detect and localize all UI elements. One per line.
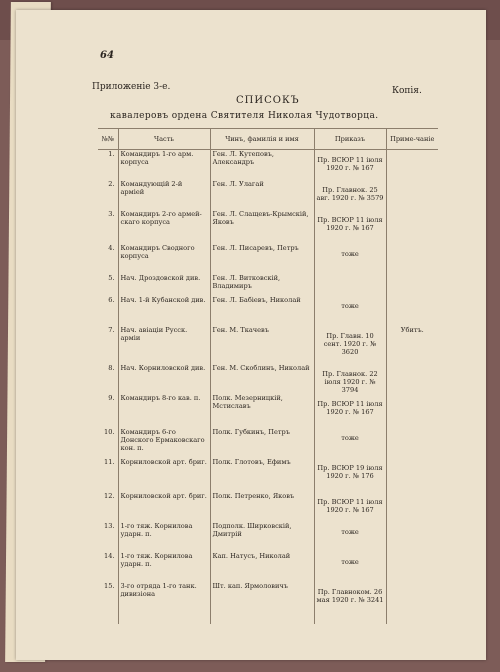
row-unit: Командиръ 6-го Донского Ермаковскаго кон. п. (118, 428, 210, 458)
row-unit: Корниловской арт. бриг. (118, 458, 210, 492)
table-row (98, 394, 438, 428)
table-body (98, 150, 438, 625)
row-number: 7. (108, 326, 115, 334)
row-order: Пр. ВСЮР 11 іюля 1920 г. № 167 (314, 492, 386, 522)
column-header-order: Приказъ (314, 129, 386, 150)
row-number: 5. (108, 274, 115, 282)
row-order: Пр. Главноком. 26 мая 1920 г. № 3241 (314, 582, 386, 624)
row-unit: Нач. Дроздовской див. (118, 274, 210, 296)
row-note (386, 364, 438, 394)
row-unit: Нач. авіаціи Русск. арміи (118, 326, 210, 364)
row-name: Ген. М. Скоблинъ, Николай (210, 364, 314, 394)
row-number: 6. (108, 296, 115, 304)
column-header-number: №№ (98, 129, 118, 150)
row-name: Ген. Л. Витковскій, Владимиръ (210, 274, 314, 296)
row-name: Полк. Глотовъ, Ефимъ (210, 458, 314, 492)
row-number: 11. (104, 458, 115, 466)
recipients-table (98, 128, 438, 624)
row-order: Пр. ВСЮР 11 іюля 1920 г. № 167 (314, 150, 386, 181)
row-unit: Корниловской арт. бриг. (118, 492, 210, 522)
table-row (98, 180, 438, 210)
table-row (98, 150, 438, 181)
table-row (98, 458, 438, 492)
table-row (98, 492, 438, 522)
row-order: тоже (314, 552, 386, 582)
row-unit: Нач. 1-й Кубанской див. (118, 296, 210, 326)
row-name: Ген. Л. Улагай (210, 180, 314, 210)
row-number: 10. (104, 428, 115, 436)
row-note (386, 296, 438, 326)
appendix-label: Приложеніе 3-е. (92, 82, 171, 92)
row-order: Пр. Главн. 10 сент. 1920 г. № 3620 (314, 326, 386, 364)
row-name: Кап. Натусъ, Николай (210, 552, 314, 582)
row-unit: 3-го отряда 1-го танк. дивизіона (118, 582, 210, 624)
document-subtitle: кавалеровъ ордена Святителя Николая Чудотворца. (110, 111, 379, 121)
row-unit: Командующій 2-й арміей (118, 180, 210, 210)
row-order: Пр. Главнок. 25 авг. 1920 г. № 3579 (314, 180, 386, 210)
row-note: Убитъ. (386, 326, 438, 364)
row-name: Подполк. Ширковскій, Дмитрій (210, 522, 314, 552)
table-row (98, 326, 438, 364)
row-number: 9. (108, 394, 115, 402)
row-note (386, 210, 438, 244)
row-unit: Нач. Корниловской див. (118, 364, 210, 394)
row-order: Пр. ВСЮР 11 іюля 1920 г. № 167 (314, 394, 386, 428)
row-order: тоже (314, 428, 386, 458)
table-row (98, 428, 438, 458)
row-unit: 1-го тяж. Корнилова ударн. п. (118, 552, 210, 582)
table-row (98, 364, 438, 394)
page-number: 64 (100, 50, 114, 61)
row-unit: Командиръ Сводного корпуса (118, 244, 210, 274)
row-order: Пр. ВСЮР 19 іюля 1920 г. № 176 (314, 458, 386, 492)
row-name: Ген. Л. Кутеповъ, Александръ (210, 150, 314, 181)
row-order: тоже (314, 522, 386, 552)
row-name: Ген. Л. Бабіевъ, Николай (210, 296, 314, 326)
row-number: 13. (104, 522, 115, 530)
row-number: 4. (108, 244, 115, 252)
row-order: тоже (314, 296, 386, 326)
table-row (98, 274, 438, 296)
row-note (386, 150, 438, 181)
row-unit: 1-го тяж. Корнилова ударн. п. (118, 522, 210, 552)
row-name: Полк. Петренко, Яковъ (210, 492, 314, 522)
row-order: тоже (314, 244, 386, 274)
row-number: 2. (108, 180, 115, 188)
table-row (98, 296, 438, 326)
row-unit: Командиръ 1-го арм. корпуса (118, 150, 210, 181)
row-order: Пр. ВСЮР 11 іюля 1920 г. № 167 (314, 210, 386, 244)
row-unit: Командиръ 8-го кав. п. (118, 394, 210, 428)
row-note (386, 492, 438, 522)
row-number: 3. (108, 210, 115, 218)
table-header-row (98, 129, 438, 150)
row-note (386, 552, 438, 582)
row-note (386, 522, 438, 552)
row-unit: Командиръ 2-го армей-скаго корпуса (118, 210, 210, 244)
row-number: 15. (104, 582, 115, 590)
row-order (314, 274, 386, 296)
column-header-unit: Часть (118, 129, 210, 150)
row-name: Ген. Л. Слащевъ-Крымскій, Яковъ (210, 210, 314, 244)
document-title: СПИСОКЪ (236, 95, 300, 106)
table-row (98, 210, 438, 244)
row-note (386, 180, 438, 210)
row-order: Пр. Главнок. 22 іюля 1920 г. № 3794 (314, 364, 386, 394)
row-note (386, 428, 438, 458)
row-note (386, 582, 438, 624)
row-number: 12. (104, 492, 115, 500)
row-number: 1. (108, 150, 115, 158)
row-note (386, 458, 438, 492)
row-name: Полк. Губкинъ, Петръ (210, 428, 314, 458)
table-row (98, 582, 438, 624)
copy-label: Копія. (392, 86, 422, 96)
row-name: Полк. Мезерницкій, Мстиславъ (210, 394, 314, 428)
row-number: 8. (108, 364, 115, 372)
row-number: 14. (104, 552, 115, 560)
row-note (386, 274, 438, 296)
table-row (98, 522, 438, 552)
column-header-note: Приме-чаніе (386, 129, 438, 150)
table-row (98, 244, 438, 274)
column-header-name: Чинъ, фамилія и имя (210, 129, 314, 150)
row-note (386, 244, 438, 274)
row-name: Шт. кап. Ярмоловичъ (210, 582, 314, 624)
row-name: Ген. М. Ткачевъ (210, 326, 314, 364)
row-note (386, 394, 438, 428)
row-name: Ген. Л. Писаревъ, Петръ (210, 244, 314, 274)
table-row (98, 552, 438, 582)
